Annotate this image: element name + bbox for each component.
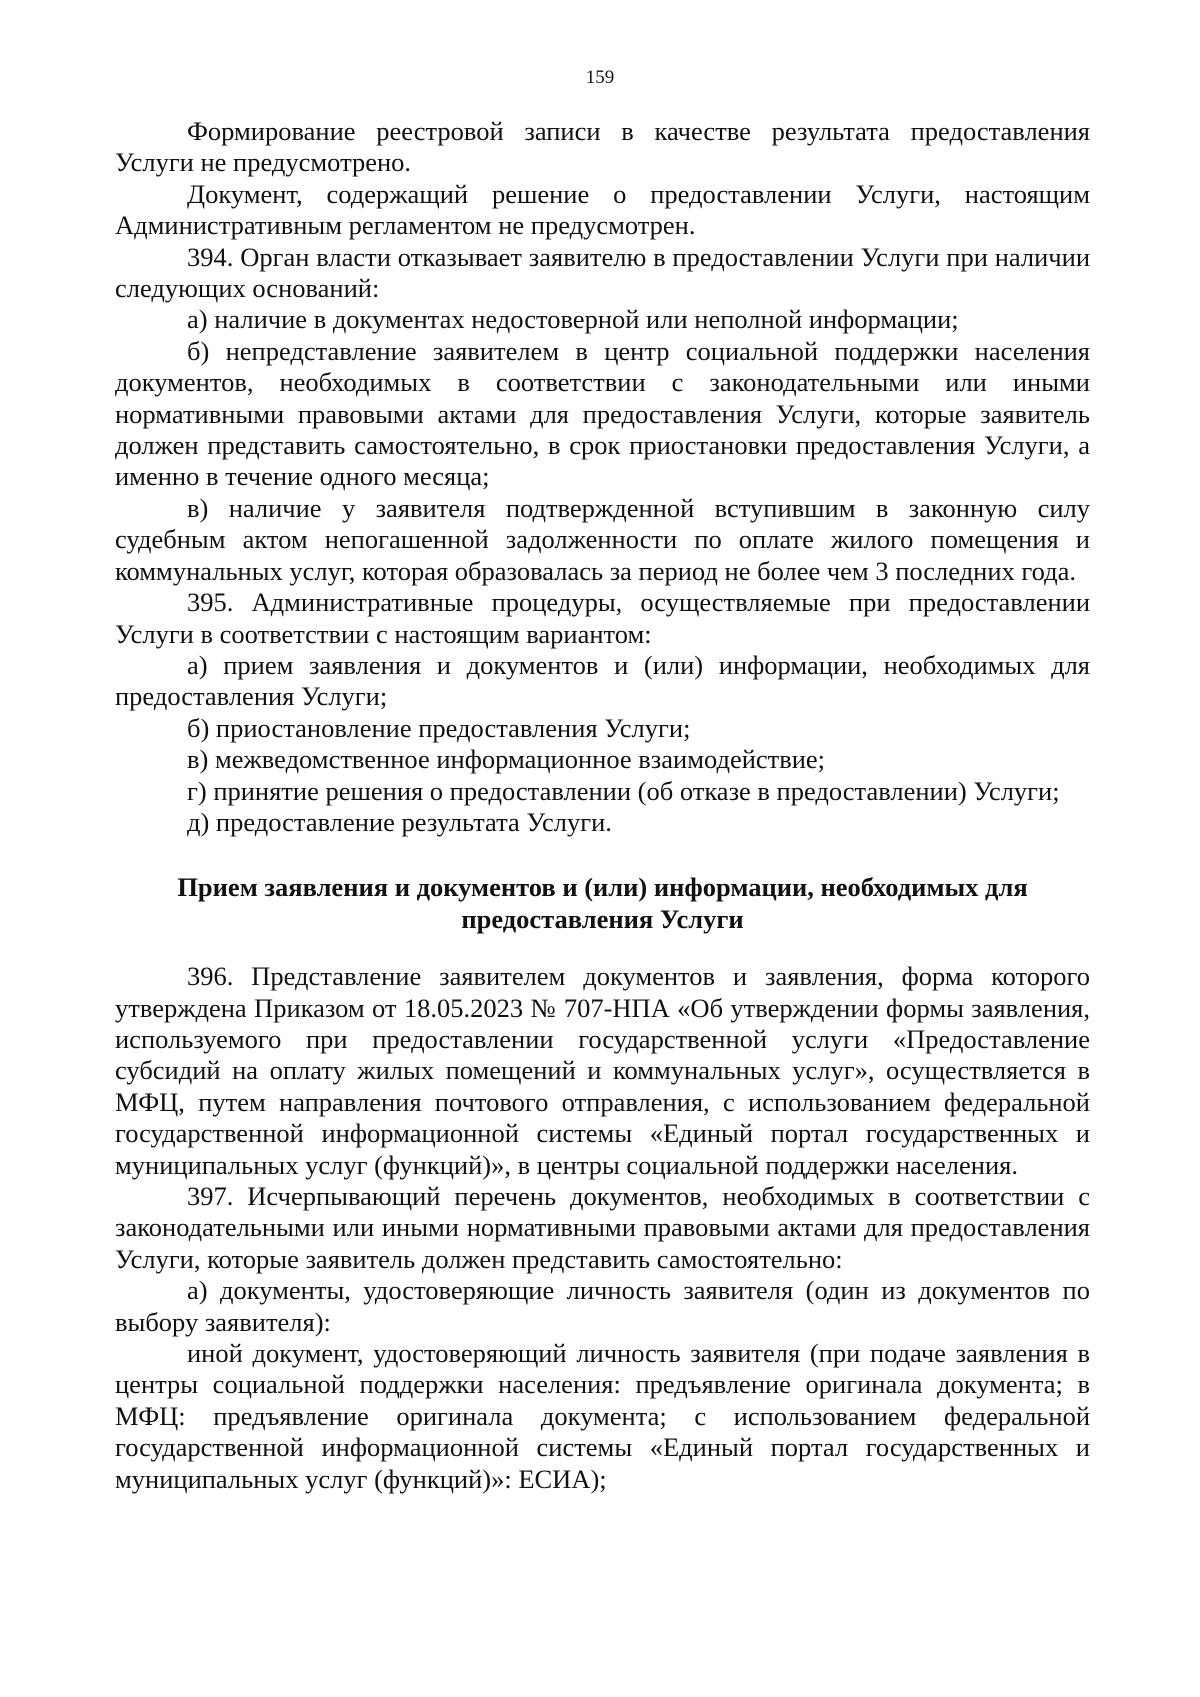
list-item: б) приостановление предоставления Услуги; [187,712,691,743]
list-item: в) наличие у заявителя подтвержденной вступившим в законную силу судебным актом непогашенной задолженности по оплате жилого помещения и коммунальных услуг, которая образовалась за период не более чем 3 последних года. [115,492,1090,586]
list-item: г) принятие решения о предоставлении (об отказе в предоставлении) Услуги; [187,775,1060,806]
list-item: а) наличие в документах недостоверной или неполной информации; [187,304,959,335]
list-item: а) документы, удостоверяющие личность заявителя (один из документов по выбору заявителя): [115,1275,1090,1337]
section-heading-line: предоставления Услуги [461,903,744,934]
list-item: б) непредставление заявителем в центр социальной поддержки населения документов, необходимых в соответствии с законодательными или иными нормативными правовыми актами для предоставления Услуги, которые заявитель должен представить самостоятельно, в срок приостановки предоставления Услуги, а именно в течение одного месяца; [115,335,1090,492]
paragraph-item-397: 397. Исчерпывающий перечень документов, необходимых в соответствии с законодательными или иными нормативными правовыми актами для предоставления Услуги, которые заявитель должен представить самостоятельно: [115,1181,1090,1274]
paragraph: Документ, содержащий решение о предоставлении Услуги, настоящим Административным регламентом не предусмотрен. [115,178,1090,241]
list-item: д) предоставление результата Услуги. [187,806,612,837]
section-heading-line: Прием заявления и документов и (или) информации, необходимых для [177,872,1028,903]
paragraph-item-396: 396. Представление заявителем документов и заявления, форма которого утверждена Приказом от 18.05.2023 № 707-НПА «Об утверждении формы заявления, используемого при предоставлении государственной услуги «Предоставление субсидий на оплату жилых помещений и коммунальных услуг», осуществляется в МФЦ, путем направления почтового отправления, с использованием федеральной государственной информационной системы «Единый портал государственных и муниципальных услуг (функций)», в центры социальной поддержки населения. [115,961,1090,1180]
document-body [115,116,1090,1495]
paragraph-item-394: 394. Орган власти отказывает заявителю в предоставлении Услуги при наличии следующих оснований: [115,241,1090,304]
section-heading [115,872,1090,935]
list-item: в) межведомственное информационное взаимодействие; [187,744,826,775]
page-number: 159 [585,67,615,88]
paragraph: иной документ, удостоверяющий личность заявителя (при подаче заявления в центры социальной поддержки населения: предъявление оригинала документа; в МФЦ: предъявление оригинала документа; с использованием федеральной государственной информационной системы «Единый портал государственных и муниципальных услуг (функций)»: ЕСИА); [115,1338,1090,1494]
paragraph-item-395: 395. Административные процедуры, осуществляемые при предоставлении Услуги в соответствии с настоящим вариантом: [115,587,1090,649]
list-item: а) прием заявления и документов и (или) информации, необходимых для предоставления Услуги; [115,649,1090,712]
paragraph: Формирование реестровой записи в качестве результата предоставления Услуги не предусмотрено. [115,116,1090,178]
